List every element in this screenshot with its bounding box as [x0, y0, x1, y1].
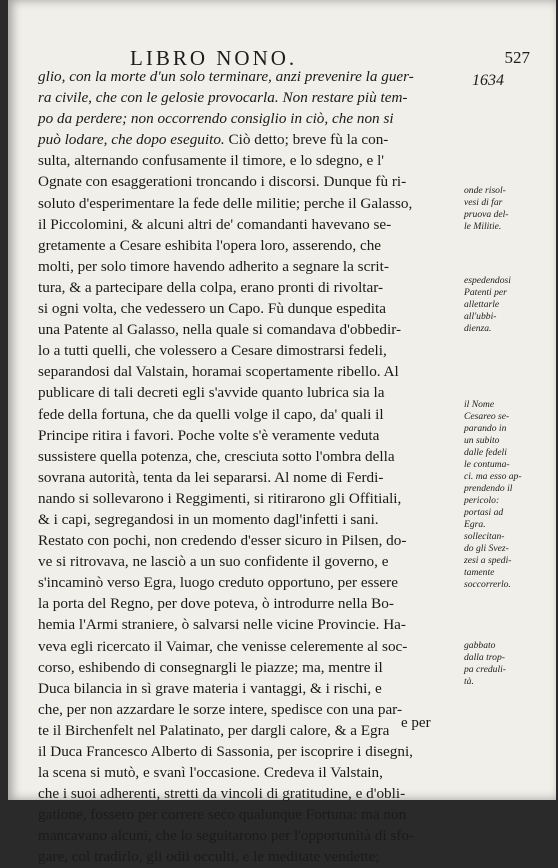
text-segment: sussistere quella potenza, che, cresciuta sotto l'ombra della	[38, 447, 395, 465]
text-line	[38, 720, 458, 741]
margin-note-line: zesi a spedi-	[464, 555, 512, 566]
text-segment: Duca bilancia in sì grave materia i vantaggi, & i rischi, e	[38, 679, 382, 697]
margin-note-line: tamente	[464, 567, 495, 578]
text-line	[38, 467, 458, 488]
margin-note-line: soccorrerlo.	[464, 579, 511, 590]
text-segment: una Patente al Galasso, nella quale si comandava d'obbedir-	[38, 321, 402, 339]
text-line	[38, 150, 458, 171]
text-line	[38, 340, 458, 361]
margin-note-line: ci. ma esso ap-	[464, 471, 522, 482]
margin-note-line: pruova del-	[464, 209, 509, 220]
body-text	[38, 66, 458, 868]
text-segment: può lodare, che dopo eseguito.	[38, 131, 225, 149]
text-segment: gare, col tradirlo, gli odii occulti, e le meditate vendette;	[38, 848, 380, 866]
margin-note-line: pa creduli-	[464, 664, 507, 675]
text-line	[38, 87, 458, 108]
text-line	[38, 636, 458, 657]
text-line	[38, 509, 458, 530]
margin-note-line: dienza.	[464, 323, 492, 334]
text-line	[38, 699, 458, 720]
text-line	[38, 193, 458, 214]
margin-note-line: do gli Svez-	[464, 543, 509, 554]
text-line	[38, 572, 458, 593]
catchword: e per	[401, 715, 431, 731]
text-segment: separandosi dal Valstain, horamai scopertamente ribello. Al	[38, 363, 399, 381]
text-segment: s'incaminò verso Egra, luogo creduto opportuno, per essere	[38, 574, 398, 592]
margin-note-line: all'ubbi-	[464, 311, 497, 322]
text-segment: corso, eshibendo di consegnargli le piazze; ma, mentre il	[38, 658, 383, 676]
text-line	[38, 235, 458, 256]
text-line	[38, 804, 458, 825]
margin-note-line: il Nome	[464, 399, 495, 410]
margin-note-line: Egra.	[464, 519, 486, 530]
text-line	[38, 129, 458, 150]
text-segment: hemia l'Armi straniere, ò salvarsi nelle vicine Provincie. Ha-	[38, 616, 406, 634]
text-line	[38, 425, 458, 446]
text-segment: la porta del Regno, per dove poteva, ò introdurre nella Bo-	[38, 595, 394, 613]
text-line	[38, 488, 458, 509]
text-segment: Ognate con esaggerationi troncando i discorsi. Dunque fù ri-	[38, 173, 407, 191]
margin-note-line: le contuma-	[464, 459, 510, 470]
text-segment: Ciò detto; breve fù la con-	[224, 131, 389, 149]
text-segment: publicare di tali decreti egli s'avvide quanto lubrica sia la	[38, 384, 385, 402]
text-segment: ra civile, che con le gelosie provocarla. Non restare più tem-	[38, 89, 408, 107]
margin-note	[464, 640, 558, 688]
text-segment: il Piccolomini, & alcuni altri de' comandanti havevano se-	[38, 215, 392, 233]
text-line	[38, 783, 458, 804]
text-line	[38, 66, 458, 87]
margin-note	[464, 399, 558, 591]
text-segment: che, per non azzardare le sorze intere, spedisce con una par-	[38, 700, 402, 718]
text-segment: soluto d'esperimentare la fede delle militie; perche il Galasso,	[38, 194, 413, 212]
margin-note-line: portasi ad	[464, 507, 504, 518]
text-segment: Principe ritira i favori. Poche volte s'è veramente veduta	[38, 426, 380, 444]
margin-note-line: un subito	[464, 435, 500, 446]
running-title: LIBRO NONO.	[130, 46, 298, 70]
text-segment: glio, con la morte d'un solo terminare, anzi prevenire la guer-	[38, 68, 414, 85]
text-segment: che i suoi adherenti, stretti da vincoli di gratitudine, e d'obli-	[38, 785, 406, 803]
margin-note-line: pericolo:	[464, 495, 500, 506]
text-line	[38, 298, 458, 319]
margin-note-line: onde risol-	[464, 185, 506, 196]
text-segment: Restato con pochi, non credendo d'esser sicuro in Pilsen, do-	[38, 532, 407, 550]
text-line	[38, 825, 458, 846]
text-segment: gatione, fossero per correre seco qualunque Fortuna: ma non	[38, 806, 407, 824]
margin-note-line: sollecitan-	[464, 531, 505, 542]
text-segment: veva egli ricercato il Vaimar, che venisse celeremente al soc-	[38, 637, 408, 655]
text-line	[38, 678, 458, 699]
text-segment: sovrana autorità, tenta da lei separarsi. Al nome di Ferdi-	[38, 468, 384, 486]
text-segment: tura, & a partecipare della colpa, erano pronti di rivoltar-	[38, 278, 384, 296]
text-line	[38, 846, 458, 867]
text-line	[38, 551, 458, 572]
text-line	[38, 108, 458, 129]
text-line	[38, 382, 458, 403]
text-segment: la scena si mutò, e svanì l'occasione. Credeva il Valstain,	[38, 764, 383, 782]
text-line	[38, 530, 458, 551]
text-line	[38, 256, 458, 277]
margin-note-line: dalle fedeli	[464, 447, 507, 458]
text-line	[38, 214, 458, 235]
text-segment: si ogni volta, che vedessero un Capo. Fù dunque espedita	[38, 300, 386, 318]
margin-note	[464, 185, 558, 233]
text-segment: nando si sollevarono i Reggimenti, si ritirarono gli Offitiali,	[38, 489, 402, 507]
text-line	[38, 741, 458, 762]
text-segment: & i capi, segregandosi in un momento dagl'infetti i sani.	[38, 510, 379, 528]
margin-year: 1634	[472, 72, 504, 89]
text-segment: sulta, alternando confusamente il timore, e lo sdegno, e l'	[38, 152, 385, 170]
text-segment: ve si ritrovava, ne lasciò a un suo confidente il governo, e	[38, 553, 389, 571]
text-line	[38, 593, 458, 614]
text-line	[38, 404, 458, 425]
margin-note-line: dalla trop-	[464, 652, 505, 663]
text-line	[38, 361, 458, 382]
margin-note-line: vesi di far	[464, 197, 503, 208]
text-segment: mancavano alcuni, che lo seguitarono per l'opportunità di sfo-	[38, 827, 414, 845]
margin-note-line: Patenti per	[464, 287, 507, 298]
margin-note-line: prendendo il	[464, 483, 513, 494]
text-line	[38, 446, 458, 467]
margin-note-line: gabbato	[464, 640, 496, 651]
text-segment: te il Birchenfelt nel Palatinato, per dargli calore, & a Egra	[38, 721, 390, 739]
margin-note-line: allettarle	[464, 299, 500, 310]
text-segment: gretamente a Cesare eshibita l'opera loro, asserendo, che	[38, 236, 382, 254]
margin-note-line: tà.	[464, 676, 474, 687]
text-line	[38, 657, 458, 678]
text-segment: fede della fortuna, che da quelli volge il capo, da' quali il	[38, 405, 384, 423]
text-segment: molti, per solo timore havendo adherito a segnare la scrit-	[38, 257, 389, 275]
text-line	[38, 762, 458, 783]
margin-note-line: Cesareo se-	[464, 411, 510, 422]
text-segment: lo a tutti quelli, che volessero a Cesare dimostrarsi fedeli,	[38, 342, 387, 360]
margin-note-line: parando in	[464, 423, 507, 434]
text-segment: il Duca Francesco Alberto di Sassonia, per iscoprire i disegni,	[38, 743, 413, 760]
margin-note-line: le Militie.	[464, 221, 502, 232]
text-line	[38, 614, 458, 635]
text-line	[38, 171, 458, 192]
margin-note-line: espedendosi	[464, 275, 511, 286]
book-page	[8, 0, 556, 866]
margin-note	[464, 275, 558, 335]
text-line	[38, 277, 458, 298]
page-number: 527	[504, 48, 530, 67]
text-line	[38, 319, 458, 340]
text-segment: po da perdere; non occorrendo consiglio in ciò, che non si	[38, 110, 394, 128]
